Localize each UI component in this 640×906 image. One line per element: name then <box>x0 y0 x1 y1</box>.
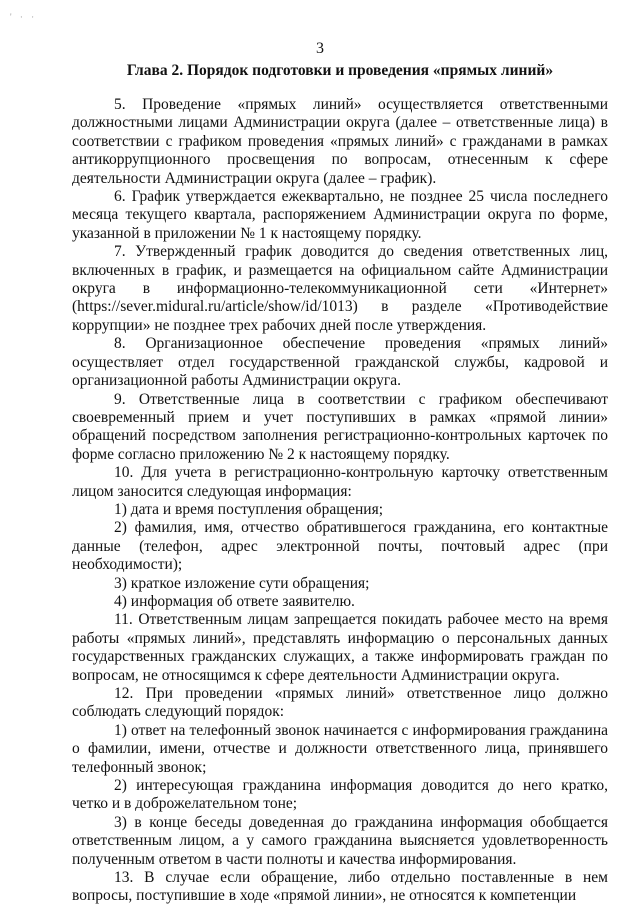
list-item-10-4: 4) информация об ответе заявителю. <box>114 592 355 610</box>
paragraph-6: 6. График утверждается ежеквартально, не позднее 25 числа последнего месяца текущего квартала, распоряжением Администрации округа по форме, указанной в приложении № 1 к настоящему порядку. <box>72 188 608 242</box>
list-item-10-1: 1) дата и время поступления обращения; <box>114 500 384 518</box>
scan-artifact-marks: ' · · <box>10 12 38 22</box>
list-item-10-2: 2) фамилия, имя, отчество обратившегося гражданина, его контактные данные (телефон, адрес электронной почты, почтовый адрес (при необходимости); <box>72 519 608 574</box>
paragraph-5: 5. Проведение «прямых линий» осуществляется ответственными должностными лицами Администрации округа (далее – ответственные лица) в соответствии с графиком проведения «прямых линий» с гражданами в рамках антикоррупционного просвещения по вопросам, отнесенным к сфере деятельности Администрации округа (далее – график). <box>72 96 608 187</box>
paragraph-8: 8. Организационное обеспечение проведения «прямых линий» осуществляет отдел государственной гражданской службы, кадровой и организационной работы Администрации округа. <box>72 335 608 390</box>
page-number: 3 <box>316 40 324 57</box>
list-item-12-1: 1) ответ на телефонный звонок начинается с информирования гражданина о фамилии, имени, отчестве и должности ответственного лица, принявшего телефонный звонок; <box>72 721 608 776</box>
paragraph-11: 11. Ответственным лицам запрещается покидать рабочее место на время работы «прямых линий», представлять информацию о персональных данных государственных гражданских служащих, а также информировать граждан по вопросам, не относящимся к сфере деятельности Администрации округа. <box>72 611 608 684</box>
list-item-12-3: 3) в конце беседы доведенная до гражданина информация обобщается ответственным лицом, а у самого гражданина выясняется удовлетворенность полученным ответом в части полноты и качества информирования. <box>72 813 608 868</box>
paragraph-9: 9. Ответственные лица в соответствии с графиком обеспечивают своевременный прием и учет поступивших в рамках «прямой линии» обращений посредством заполнения регистрационно-контрольных карточек по форме согласно приложению № 2 к настоящему порядку. <box>72 390 608 463</box>
chapter-title: Глава 2. Порядок подготовки и проведения «прямых линий» <box>126 62 554 79</box>
list-item-12-2: 2) интересующая гражданина информация доводится до него кратко, четко и в доброжелательном тоне; <box>72 777 608 813</box>
paragraph-12: 12. При проведении «прямых линий» ответственное лицо должно соблюдать следующий порядок: <box>72 685 608 721</box>
list-item-10-3: 3) краткое изложение сути обращения; <box>114 574 370 592</box>
paragraph-13: 13. В случае если обращение, либо отдельно поставленные в нем вопросы, поступившие в ходе «прямой линии», не относятся к компетенции <box>72 869 608 905</box>
document-body <box>72 96 608 906</box>
paragraph-7: 7. Утвержденный график доводится до сведения ответственных лиц, включенных в график, и размещается на официальном сайте Администрации округа в информационно-телекоммуникационной сети «Интернет» (https://sever.midural.ru/article/show/id/1013) в разделе «Противодействие коррупции» не позднее трех рабочих дней после утверждения. <box>72 243 608 334</box>
paragraph-10: 10. Для учета в регистрационно-контрольную карточку ответственным лицом заносится следующая информация: <box>72 464 608 500</box>
